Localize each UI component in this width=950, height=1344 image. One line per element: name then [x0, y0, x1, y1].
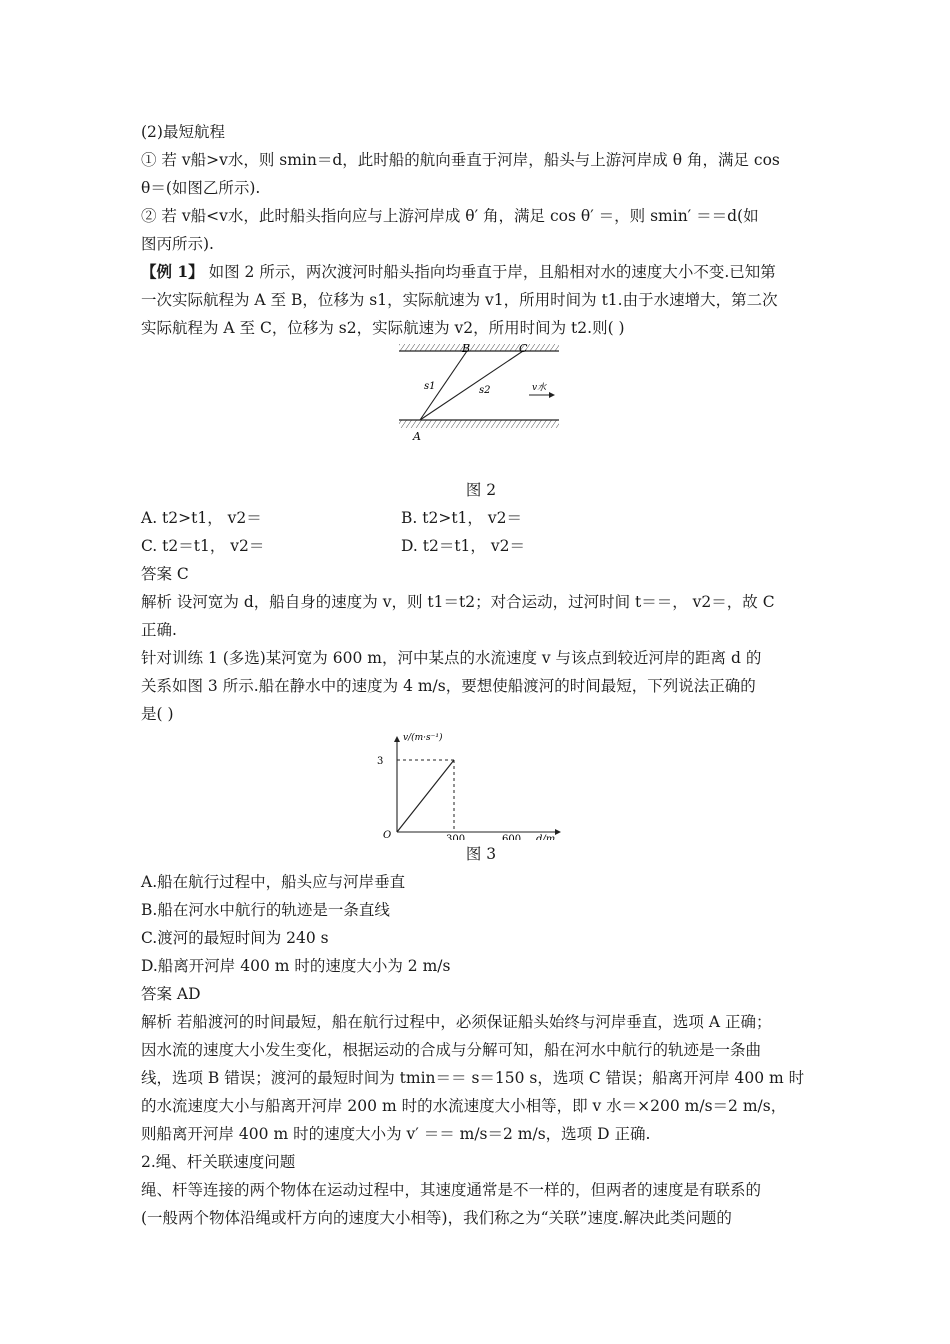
training-line: 是( ) — [141, 705, 174, 723]
document-page — [141, 118, 821, 1232]
analysis-line: 因水流的速度大小发生变化，根据运动的合成与分解可知，船在河水中航行的轨迹是一条曲 — [141, 1041, 762, 1059]
top-bank-hatch — [399, 344, 559, 351]
paragraph-line: θ＝(如图乙所示). — [141, 179, 261, 197]
label-A: A — [413, 430, 421, 443]
x-axis-label: d/m — [536, 834, 556, 840]
analysis-line: 正确. — [141, 621, 177, 639]
figure-2 — [141, 342, 821, 476]
option-A: A.船在航行过程中，船头应与河岸垂直 — [141, 873, 406, 891]
label-s2: s2 — [479, 385, 491, 396]
option-B: B. t2>t1， v2＝ — [401, 509, 522, 527]
figure-3-caption: 图 3 — [465, 845, 497, 863]
option-D: D. t2＝t1， v2＝ — [401, 537, 525, 555]
analysis-line: 解析 设河宽为 d，船自身的速度为 v，则 t1＝t2；对合运动，过河时间 t＝＝， v2＝，故 C — [141, 593, 775, 611]
analysis-line: 的水流速度大小与船离开河岸 200 m 时的水流速度大小相等，即 v 水＝×200 m/s＝2 m/s， — [141, 1097, 787, 1115]
label-B: B — [462, 342, 471, 355]
bottom-bank-hatch — [399, 420, 559, 428]
option-D: D.船离开河岸 400 m 时的速度大小为 2 m/s — [141, 957, 451, 975]
option-C: C. t2＝t1， v2＝ — [141, 537, 265, 555]
arrow-head — [549, 392, 555, 398]
river-crossing-diagram — [141, 342, 821, 476]
answer: 答案 C — [141, 565, 189, 583]
option-B: B.船在河水中航行的轨迹是一条直线 — [141, 901, 390, 919]
analysis-line: 线，选项 B 错误；渡河的最短时间为 tmin＝＝ s＝150 s，选项 C 错误；船离开河岸 400 m 时 — [141, 1069, 805, 1087]
paragraph-line: ① 若 v船>v水，则 smin＝d，此时船的航向垂直于河岸，船头与上游河岸成 θ 角，满足 cos — [141, 151, 780, 169]
answer: 答案 AD — [141, 985, 201, 1003]
training-line: 针对训练 1 (多选)某河宽为 600 m，河中某点的水流速度 v 与该点到较近河岸的距离 d 的 — [141, 649, 762, 667]
section-heading: 2.绳、杆关联速度问题 — [141, 1153, 296, 1171]
paragraph-line: 实际航程为 A 至 C，位移为 s2，实际航速为 v2，所用时间为 t2.则( ) — [141, 319, 625, 337]
section-heading: (2)最短航程 — [141, 123, 225, 141]
label-C: C — [519, 342, 528, 355]
example-text: 如图 2 所示，两次渡河时船头指向均垂直于岸，且船相对水的速度大小不变.已知第 — [203, 263, 776, 281]
paragraph-line: 一次实际航程为 A 至 B，位移为 s1，实际航速为 v1，所用时间为 t1.由于水速增大，第二次 — [141, 291, 778, 309]
paragraph-line: ② 若 v船<v水，此时船头指向应与上游河岸成 θ′ 角，满足 cos θ′ ＝，则 smin′ ＝＝d(如 — [141, 207, 759, 225]
training-line: 关系如图 3 所示.船在静水中的速度为 4 m/s，要想使船渡河的时间最短，下列说法正确的 — [141, 677, 756, 695]
x-tick-300: 300 — [446, 834, 466, 840]
x-axis-arrow — [555, 829, 561, 835]
x-tick-600: 600 — [502, 834, 522, 840]
label-v-water: v水 — [532, 383, 547, 393]
example-1-line — [141, 258, 821, 286]
figure-2-caption: 图 2 — [465, 481, 497, 499]
y-tick-3: 3 — [377, 756, 384, 767]
origin-label: O — [383, 830, 392, 840]
analysis-line: 解析 若船渡河的时间最短，船在航行过程中，必须保证船头始终与河岸垂直，选项 A 正确； — [141, 1013, 772, 1031]
option-C: C.渡河的最短时间为 240 s — [141, 929, 329, 947]
velocity-distance-chart — [141, 728, 821, 840]
paragraph-line: (一般两个物体沿绳或杆方向的速度大小相等)，我们称之为“关联”速度.解决此类问题的 — [141, 1209, 732, 1227]
figure-3 — [141, 728, 821, 840]
series-line — [397, 760, 454, 832]
options-row — [141, 504, 821, 532]
paragraph-line: 图丙所示). — [141, 235, 214, 253]
y-axis-label: v/(m·s⁻¹) — [403, 733, 443, 743]
analysis-line: 则船离开河岸 400 m 时的速度大小为 v′ ＝＝ m/s＝2 m/s，选项 D 正确. — [141, 1125, 651, 1143]
example-tag: 【例 1】 — [141, 262, 204, 281]
y-axis-arrow — [394, 736, 400, 742]
options-row — [141, 532, 821, 560]
option-A: A. t2>t1， v2＝ — [141, 509, 262, 527]
paragraph-line: 绳、杆等连接的两个物体在运动过程中，其速度通常是不一样的，但两者的速度是有联系的 — [141, 1181, 762, 1199]
label-s1: s1 — [424, 381, 436, 392]
